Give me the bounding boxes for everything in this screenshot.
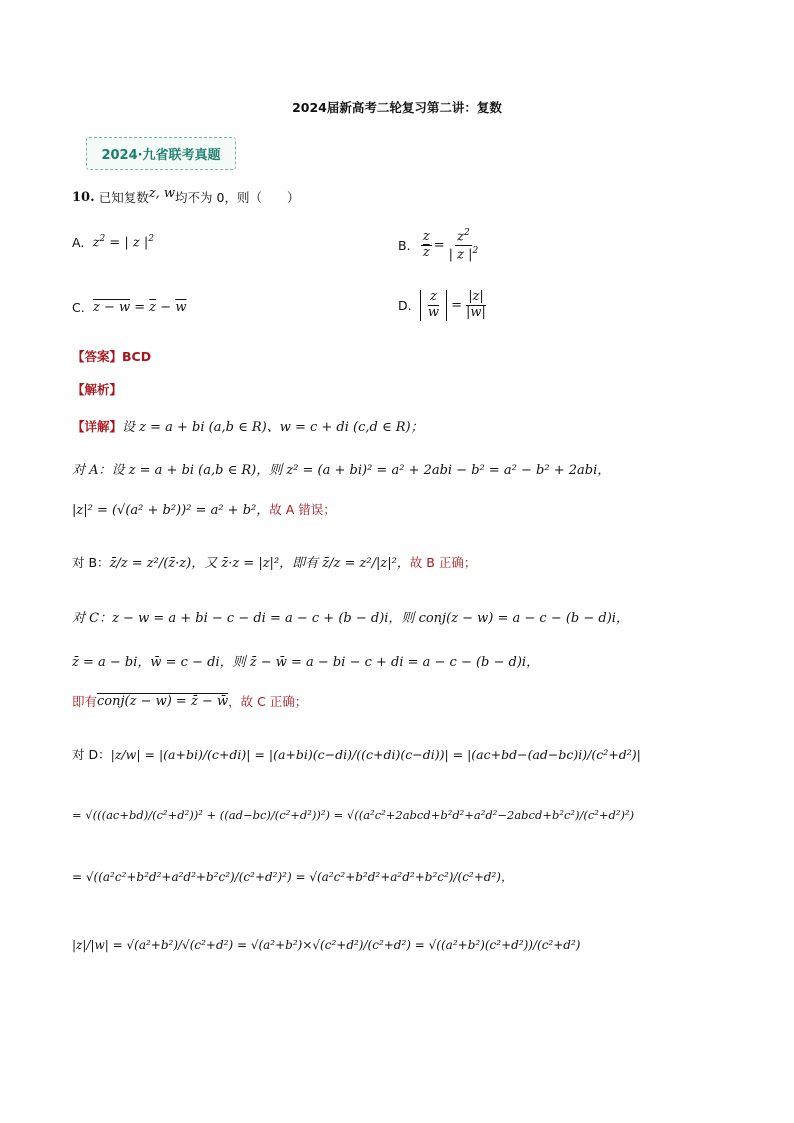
question-number: 10. <box>72 189 95 205</box>
section-badge: 2024·九省联考真题 <box>86 137 236 170</box>
option-b-math: $\frac{z}{z}$ = $\frac{z^2}{| z |^2}$ <box>422 228 479 263</box>
detail-b-line: 对 B： z̄/z = z²/(z̄·z)，又 z̄·z = |z|²，即有 z̄/z = z²/|z|²， 故 B 正确； <box>72 554 477 571</box>
answer-label: 【答案】 <box>72 349 123 364</box>
detail-setup: 【详解】 设 z = a + bi (a,b ∈ R)、w = c + di (c,d ∈ R)； <box>72 418 424 435</box>
analysis-label: 【解析】 <box>72 382 123 397</box>
detail-c-conclusion: 即有 conj(z − w) = z̄ − w̄ ，故 C 正确； <box>72 693 308 709</box>
detail-c-line1: 对 C：z − w = a + bi − c − di = a − c + (b − d)i，则 conj(z − w) = a − c − (b − d)i， <box>72 611 629 626</box>
detail-a-line2: |z|² = (√(a² + b²))² = a² + b²， 故 A 错误； <box>72 501 336 518</box>
detail-d-line3: = √((a²c²+b²d²+a²d²+b²c²)/(c²+d²)²) = √(a²c²+b²d²+a²d²+b²c²)/(c²+d²)， <box>72 870 513 884</box>
stem-vars: z, w <box>148 185 176 201</box>
stem-suffix: 均不为 0，则（ ） <box>175 190 300 205</box>
detail-d-line1: 对 D： |z/w| = |(a+bi)/(c+di)| = |(a+bi)(c−di)/((c+di)(c−di))| = |(ac+bd−(ad−bc)i)/(c²+d²)| <box>72 746 641 762</box>
answer-value: BCD <box>122 348 152 364</box>
option-c[interactable]: C. $z - w = \overline{z} - \overline{w}$ <box>72 300 187 315</box>
option-a[interactable]: A. $z^2$ = | z $|^2$ <box>72 234 154 251</box>
analysis-line <box>72 380 122 398</box>
question-stem <box>72 185 300 206</box>
detail-c-line2: z̄ = a − bi，w̄ = c − di，则 z̄ − w̄ = a − bi − c + di = a − c − (b − d)i， <box>72 655 540 670</box>
answer-line <box>72 347 151 365</box>
option-c-math: $z - w = \overline{z} - \overline{w}$ <box>92 300 187 315</box>
option-d[interactable]: D. $\frac{z}{w}$ = $\frac{|z|}{|w|}$ <box>398 290 490 321</box>
stem-prefix: 已知复数 <box>98 190 149 205</box>
detail-d-line2: = √(((ac+bd)/(c²+d²))² + ((ad−bc)/(c²+d²))²) = √((a²c²+2abcd+b²d²+a²d²−2abcd+b²c²)/(c²+d²)²) <box>72 808 635 822</box>
detail-d-line4: |z|/|w| = √(a²+b²)/√(c²+d²) = √(a²+b²)×√(c²+d²)/(c²+d²) = √((a²+b²)(c²+d²))/(c²+d²) <box>72 938 581 952</box>
detail-a-line1: 对 A：设 z = a + bi (a,b ∈ R)，则 z² = (a + bi)² = a² + 2abi − b² = a² − b² + 2abi， <box>72 463 611 478</box>
option-d-math: $\frac{z}{w}$ = $\frac{|z|}{|w|}$ <box>420 290 490 321</box>
option-b[interactable]: B. $\frac{z}{z}$ = $\frac{z^2}{| z |^2}$ <box>398 228 482 264</box>
page-title: 2024届新高考二轮复习第二讲：复数 <box>292 100 502 115</box>
option-a-math: $z^2$ = | z $|^2$ <box>92 234 154 251</box>
